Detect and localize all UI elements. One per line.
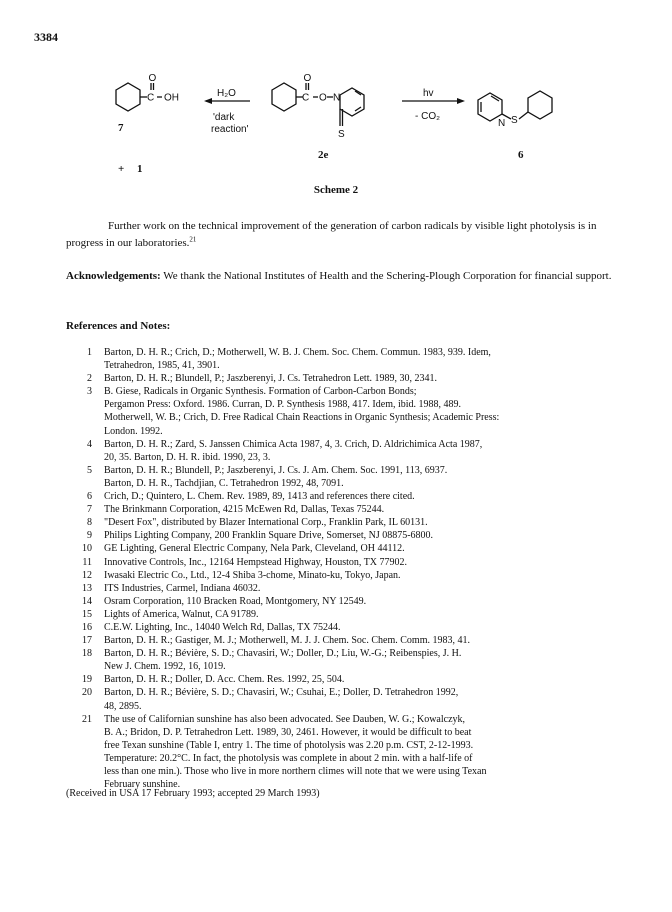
- reference-number: 13: [82, 582, 92, 594]
- acknowledgements-text: We thank the National Institutes of Health and the Schering-Plough Corporation for financial support.: [160, 270, 612, 282]
- reference-item: [66, 608, 641, 621]
- compound-6-label: 6: [518, 149, 524, 161]
- acknowledgements-heading: Acknowledgements:: [66, 270, 161, 282]
- reference-item: [66, 686, 641, 712]
- reference-line: London. 1992.: [104, 425, 163, 437]
- reference-number: 21: [82, 713, 92, 725]
- reference-number: 5: [87, 464, 92, 476]
- reference-text: [104, 464, 641, 490]
- reference-line: C.E.W. Lighting, Inc., 14040 Welch Rd, Dallas, TX 75244.: [104, 621, 341, 633]
- reference-line: free Texan sunshine (Table I, entry 1. The time of photolysis was 2.20 p.m. CST, 2-12-1993.: [104, 739, 474, 751]
- paragraph-further-work-text: Further work on the technical improvement of the generation of carbon radicals by visible light photolysis is in progress in our laboratories.: [66, 220, 597, 249]
- reference-item: [66, 673, 641, 686]
- compound-2e-structure: [272, 83, 364, 126]
- reference-text: [104, 516, 641, 529]
- reference-line: 20, 35. Barton, D. H. R. ibid. 1990, 23, 3.: [104, 451, 271, 463]
- reference-number: 4: [87, 438, 92, 450]
- reference-line: New J. Chem. 1992, 16, 1019.: [104, 661, 226, 673]
- arrow-right-byproduct: - CO₂: [415, 111, 440, 122]
- references-heading: References and Notes:: [66, 320, 171, 332]
- compound-7-label: 7: [118, 122, 124, 134]
- reference-item: [66, 464, 641, 490]
- reference-line: February sunshine.: [104, 779, 181, 791]
- arrow-right-reagent: hv: [423, 88, 434, 99]
- reference-line: Osram Corporation, 110 Bracken Road, Montgomery, NY 12549.: [104, 595, 367, 607]
- reference-line: Barton, D. H. R.; Blundell, P.; Jaszberenyi, J. Cs. Tetrahedron Lett. 1989, 30, 2341.: [104, 373, 437, 385]
- paragraph-further-work: [66, 218, 636, 252]
- reference-text: [104, 438, 641, 464]
- reference-line: Barton, D. H. R.; Doller, D. Acc. Chem. Res. 1992, 25, 504.: [104, 674, 345, 686]
- reference-line: Motherwell, W. B.; Crich, D. Free Radical Chain Reactions in Organic Synthesis; Academic Press:: [104, 412, 500, 424]
- reference-text: [104, 595, 641, 608]
- plus-sign: +: [118, 163, 125, 175]
- reference-line: ITS Industries, Carmel, Indiana 46032.: [104, 582, 261, 594]
- reference-line: Pergamon Press: Oxford. 1986. Curran, D. P. Synthesis 1988, 417. Idem, ibid. 1988, 489.: [104, 399, 462, 411]
- arrow-left-note-1: 'dark: [213, 112, 235, 123]
- reference-number: 8: [87, 517, 92, 529]
- reference-line: Philips Lighting Company, 200 Franklin Square Drive, Somerset, NJ 08875-6800.: [104, 530, 434, 542]
- reference-number: 10: [82, 543, 92, 555]
- reference-text: [104, 556, 641, 569]
- reference-line: Barton, D. H. R.; Crich, D.; Motherwell, W. B. J. Chem. Soc. Chem. Commun. 1983, 939. Idem,: [104, 347, 491, 358]
- compound-6-nitrogen: N: [498, 118, 506, 129]
- reference-line: Crich, D.; Quintero, L. Chem. Rev. 1989, 89, 1413 and references there cited.: [104, 491, 415, 503]
- reference-item: [66, 372, 641, 385]
- reference-text: [104, 385, 641, 437]
- reference-text: [104, 686, 641, 712]
- reference-line: 48, 2895.: [104, 700, 142, 712]
- compound-2e-nitrogen: N: [333, 92, 341, 104]
- acknowledgements-paragraph: [66, 268, 636, 285]
- reference-text: [104, 673, 641, 686]
- reference-item: [66, 621, 641, 634]
- reference-number: 18: [82, 648, 92, 660]
- arrow-left-note-2: reaction': [211, 124, 249, 135]
- reference-item: [66, 634, 641, 647]
- reference-item: [66, 503, 641, 516]
- reference-number: 19: [82, 674, 92, 686]
- reference-line: Barton, D. H. R.; Gastiger, M. J.; Motherwell, M. J. J. Chem. Soc. Chem. Comm. 1983, 41.: [104, 635, 470, 647]
- reference-number: 16: [82, 621, 92, 633]
- reference-text: [104, 503, 641, 516]
- reference-line: B. Giese, Radicals in Organic Synthesis. Formation of Carbon-Carbon Bonds;: [104, 386, 417, 398]
- reference-line: Barton, D. H. R.; Bévière, S. D.; Chavasiri, W.; Doller, D.; Liu, W.-G.; Reibenspies, J. H.: [104, 648, 462, 660]
- reference-item: [66, 569, 641, 582]
- reference-item: [66, 542, 641, 555]
- reference-line: Barton, D. H. R.; Zard, S. Janssen Chimica Acta 1987, 4, 3. Crich, D. Aldrichimica Acta 1987,: [104, 438, 483, 450]
- reference-line: The use of Californian sunshine has also been advocated. See Dauben, W. G.; Kowalczyk,: [104, 713, 466, 725]
- reference-line: Tetrahedron, 1985, 41, 3901.: [104, 360, 220, 372]
- reference-text: [104, 634, 641, 647]
- compound-7-structure: [116, 83, 162, 111]
- reference-line: "Desert Fox", distributed by Blazer International Corp., Franklin Park, IL 60131.: [104, 517, 428, 529]
- reference-text: [104, 529, 641, 542]
- reference-number: 6: [87, 491, 92, 503]
- reference-number: 11: [82, 556, 92, 568]
- compound-2e-carbon: C: [302, 92, 310, 104]
- reference-item: [66, 490, 641, 503]
- reference-line: B. A.; Bridon, D. P. Tetrahedron Lett. 1989, 30, 2461. However, it would be difficult to beat: [104, 726, 472, 738]
- compound-7-oh: OH: [164, 92, 179, 104]
- footnote-ref-21: 21: [189, 235, 197, 244]
- reference-text: [104, 490, 641, 503]
- reference-item: [66, 556, 641, 569]
- reference-line: Barton, D. H. R.; Blundell, P.; Jaszberenyi, J. Cs. J. Am. Chem. Soc. 1991, 113, 6937.: [104, 464, 448, 476]
- reference-item: [66, 647, 641, 673]
- reference-text: [104, 621, 641, 634]
- reference-text: [104, 713, 641, 792]
- reference-item: [66, 595, 641, 608]
- reference-text: [104, 582, 641, 595]
- reference-text: [104, 647, 641, 673]
- reference-number: 7: [87, 504, 92, 516]
- received-line: (Received in USA 17 February 1993; accepted 29 March 1993): [66, 788, 320, 799]
- reference-item: [66, 713, 641, 792]
- compound-2e-carbonyl-o: O: [303, 73, 312, 84]
- reference-number: 17: [82, 635, 92, 647]
- reference-text: [104, 569, 641, 582]
- reference-line: Lights of America, Walnut, CA 91789.: [104, 608, 259, 620]
- reference-item: [66, 438, 641, 464]
- reference-item: [66, 529, 641, 542]
- compound-2e-label: 2e: [318, 149, 329, 161]
- reaction-scheme: [0, 0, 672, 200]
- reference-number: 14: [82, 595, 92, 607]
- reference-item: [66, 582, 641, 595]
- compound-2e-sulfur: S: [338, 129, 345, 140]
- reference-text: [104, 608, 641, 621]
- reference-line: Barton, D. H. R., Tachdjian, C. Tetrahedron 1992, 48, 7091.: [104, 477, 344, 489]
- reference-number: 1: [87, 347, 92, 358]
- compound-2e-oxygen: O: [319, 92, 327, 104]
- reference-line: Innovative Controls, Inc., 12164 Hempstead Highway, Houston, TX 77902.: [104, 556, 408, 568]
- scheme-caption: Scheme 2: [313, 184, 359, 196]
- reference-text: [104, 346, 641, 372]
- compound-6-sulfur: S: [511, 115, 518, 126]
- compound-1-label: 1: [137, 163, 143, 175]
- reference-line: Temperature: 20.2°C. In fact, the photolysis was complete in about 2 min. with a half-life of: [104, 752, 473, 764]
- reference-item: [66, 516, 641, 529]
- reference-line: The Brinkmann Corporation, 4215 McEwen Rd, Dallas, Texas 75244.: [104, 504, 385, 516]
- reference-line: less than one min.). Those who live in more northern climes will note that we were using Texan: [104, 766, 487, 777]
- compound-7-carbonyl-o: O: [148, 73, 157, 84]
- reference-number: 12: [82, 569, 92, 581]
- reference-line: Barton, D. H. R.; Bévière, S. D.; Chavasiri, W.; Csuhai, E.; Doller, D. Tetrahedron 1992,: [104, 687, 459, 699]
- page-number: 3384: [34, 30, 58, 44]
- reference-text: [104, 372, 641, 385]
- reference-number: 15: [82, 608, 92, 620]
- reference-line: GE Lighting, General Electric Company, Nela Park, Cleveland, OH 44112.: [104, 543, 405, 555]
- reference-item: [66, 385, 641, 437]
- reference-item: [66, 346, 641, 372]
- references-list: [66, 346, 641, 791]
- reference-number: 9: [87, 530, 92, 542]
- arrow-left-reagent: H₂O: [217, 88, 236, 99]
- reference-text: [104, 542, 641, 555]
- reference-number: 2: [87, 373, 92, 385]
- reference-number: 20: [82, 687, 92, 699]
- reference-line: Iwasaki Electric Co., Ltd., 12-4 Shiba 3-chome, Minato-ku, Tokyo, Japan.: [104, 569, 401, 581]
- reference-number: 3: [87, 386, 92, 398]
- compound-7-carbon: C: [147, 92, 155, 104]
